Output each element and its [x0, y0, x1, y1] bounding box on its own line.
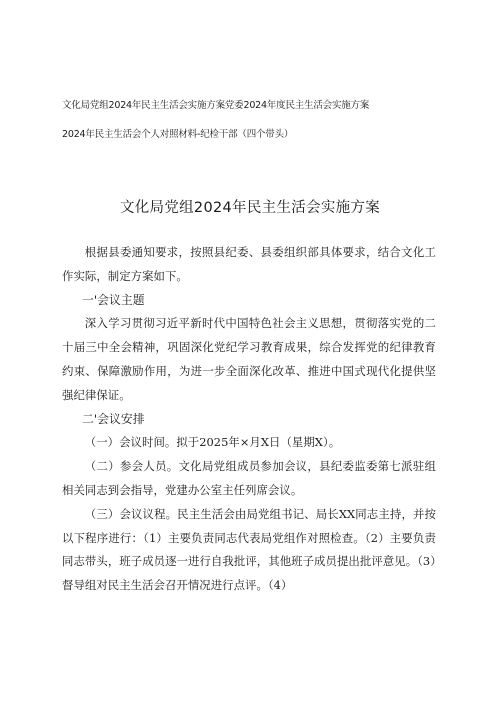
document-body: [62, 241, 436, 598]
section-1-heading: 一'会议主题: [82, 292, 145, 307]
section-1-body: 深入学习贯彻习近平新时代中国特色社会主义思想，贯彻落实党的二十届三中全会精神，巩固深化党纪学习教育成果，综合发挥党的纪律教育约束、保障激励作用，为进一步全面深化改革、推进中国式现代化提供坚强纪律保证。: [62, 316, 436, 402]
section-2-item-2: （二）参会人员。文化局党组成员参加会议，县纪委监委第七派驻组相关同志到会指导，党建办公室主任列席会议。: [62, 459, 436, 497]
section-2-item-3: （三）会议议程。民主生活会由局党组书记、局长XX同志主持，并按以下程序进行：（1）主要负责同志代表局党组作对照检查。（2）主要负责同志带头，班子成员逐一进行自我批评，其他班子成员提出批评意见。（3）督导组对民主生活会召开情况进行点评。（4）: [62, 506, 436, 593]
document-title: 文化局党组2024年民主生活会实施方案: [119, 200, 381, 216]
intro-paragraph: 根据县委通知要求，按照县纪委、县委组织部具体要求，结合文化工作实际，制定方案如下。: [62, 245, 436, 283]
header-line-1: 文化局党组2024年民主生活会实施方案党委2024年度民主生活会实施方案: [62, 100, 370, 111]
section-2-item-1: （一）会议时间。拟于2025年×月X日（星期X）。: [84, 435, 341, 450]
header-line-2: 2024年民主生活会个人对照材料-纪检干部（四个带头）: [62, 129, 294, 140]
section-2-heading: 二'会议安排: [82, 411, 145, 426]
